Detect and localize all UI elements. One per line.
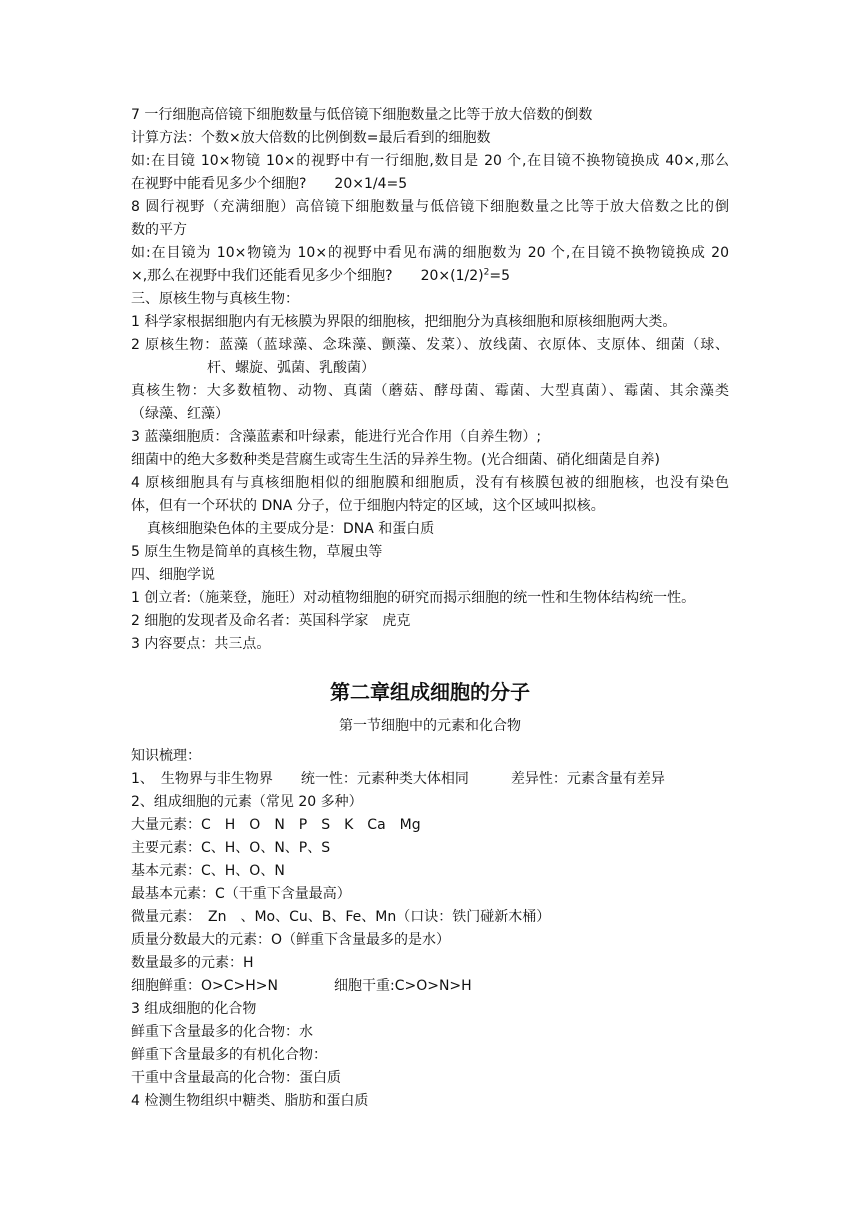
text-line [131, 265, 510, 287]
text-segment: =5 [489, 268, 510, 284]
text-line: 2 细胞的发现者及命名者：英国科学家 虎克 [131, 613, 411, 629]
text-segment: ×,那么在视野中我们还能看见多少个细胞? 20×(1/2) [131, 268, 484, 284]
text-line: 数的平方 [131, 222, 187, 238]
text-line: 2 原核生物：蓝藻（蓝球藻、念珠藻、颤藻、发菜）、放线菌、衣原体、支原体、细菌（球、 [131, 337, 729, 353]
text-line: 干重中含量最高的化合物：蛋白质 [131, 1070, 341, 1086]
text-line: 8 圆行视野（充满细胞）高倍镜下细胞数量与低倍镜下细胞数量之比等于放大倍数之比的倒 [131, 199, 729, 215]
text-line: 1 创立者:（施莱登，施旺）对动植物细胞的研究而揭示细胞的统一性和生物体结构统一性。 [131, 590, 696, 606]
text-line: 1、 生物界与非生物界 统一性：元素种类大体相同 差异性：元素含量有差异 [131, 771, 665, 787]
text-line: 基本元素：C、H、O、N [131, 863, 285, 879]
text-line: 真核生物：大多数植物、动物、真菌（蘑菇、酵母菌、霉菌、大型真菌）、霉菌、其余藻类 [131, 383, 729, 399]
text-line: 最基本元素：C（干重下含量最高） [131, 886, 351, 902]
text-line: 细菌中的绝大多数种类是营腐生或寄生生活的异养生物。(光合细菌、硝化细菌是自养) [131, 452, 660, 468]
section-title: 第一节细胞中的元素和化合物 [339, 718, 521, 734]
text-line: 计算方法：个数×放大倍数的比例倒数=最后看到的细胞数 [131, 130, 491, 146]
text-line: 体，但有一个环状的 DNA 分子，位于细胞内特定的区域，这个区域叫拟核。 [131, 498, 605, 514]
text-line: （绿藻、红藻） [131, 406, 229, 422]
text-line: 细胞鲜重：O>C>H>N 细胞干重:C>O>N>H [131, 978, 472, 994]
text-line: 如:在目镜为 10×物镜为 10×的视野中看见布满的细胞数为 20 个,在目镜不换物镜换成 20 [131, 245, 729, 261]
section-heading: 三、原核生物与真核生物： [131, 291, 299, 307]
text-line: 3 内容要点：共三点。 [131, 636, 271, 652]
text-line: 4 检测生物组织中糖类、脂肪和蛋白质 [131, 1093, 369, 1109]
text-line: 微量元素： Zn 、Mo、Cu、B、Fe、Mn（口诀：铁门碰新木桶） [131, 909, 551, 925]
chapter-title: 第二章组成细胞的分子 [330, 680, 530, 704]
text-line: 鲜重下含量最多的有机化合物： [131, 1047, 327, 1063]
text-line: 4 原核细胞具有与真核细胞相似的细胞膜和细胞质，没有有核膜包被的细胞核，也没有染色 [131, 475, 729, 491]
text-line: 真核细胞染色体的主要成分是：DNA 和蛋白质 [147, 521, 435, 537]
text-line: 知识梳理： [131, 748, 201, 764]
text-line: 2、组成细胞的元素（常见 20 多种） [131, 794, 363, 810]
text-line: 如:在目镜 10×物镜 10×的视野中有一行细胞,数目是 20 个,在目镜不换物镜换成 40×,那么 [131, 153, 729, 169]
text-line: 大量元素：C H O N P S K Ca Mg [131, 817, 421, 833]
text-line: 1 科学家根据细胞内有无核膜为界限的细胞核，把细胞分为真核细胞和原核细胞两大类。 [131, 314, 677, 330]
text-line: 7 一行细胞高倍镜下细胞数量与低倍镜下细胞数量之比等于放大倍数的倒数 [131, 107, 593, 123]
text-line: 鲜重下含量最多的化合物：水 [131, 1024, 313, 1040]
superscript-exponent: 2 [483, 267, 490, 278]
text-line: 3 组成细胞的化合物 [131, 1001, 257, 1017]
text-line: 3 蓝藻细胞质：含藻蓝素和叶绿素，能进行光合作用（自养生物）; [131, 429, 542, 445]
section-heading: 四、细胞学说 [131, 567, 215, 583]
text-line: 杆、螺旋、弧菌、乳酸菌） [207, 360, 375, 376]
text-line: 在视野中能看见多少个细胞? 20×1/4=5 [131, 176, 408, 192]
text-line: 5 原生生物是简单的真核生物，草履虫等 [131, 544, 383, 560]
text-line: 主要元素：C、H、O、N、P、S [131, 840, 331, 856]
text-line: 质量分数最大的元素：O（鲜重下含量最多的是水） [131, 932, 451, 948]
text-line: 数量最多的元素：H [131, 955, 254, 971]
